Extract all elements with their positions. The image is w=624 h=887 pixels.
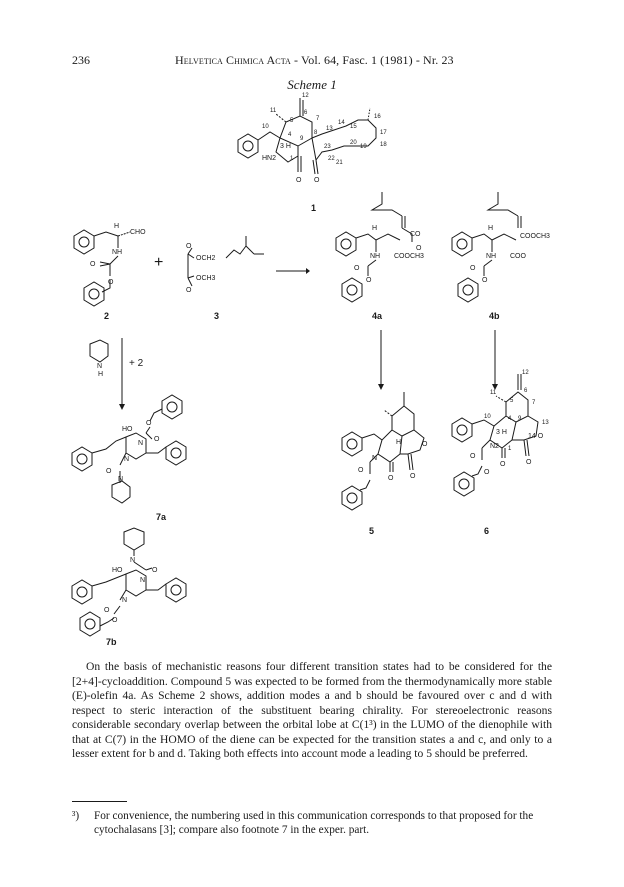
compound-4a-structure: [332, 190, 442, 315]
c5-o3: O: [410, 473, 416, 480]
c6-o3: O: [470, 453, 476, 460]
c1-n23: 23: [324, 144, 331, 150]
c7b-n1: N: [130, 557, 136, 564]
footnote: [72, 809, 552, 837]
compound-6-structure: [448, 368, 558, 523]
compound-7b-structure: [68, 528, 198, 645]
footnote-text: For convenience, the numbering used in this communication corresponds to that proposed for the cytochalasans [3]; compare also footnote 7 in the exper. part.: [94, 810, 534, 836]
scheme-title: Scheme 1: [287, 77, 337, 92]
c1-n7: 7: [316, 116, 320, 122]
c1-n9: 9: [300, 136, 304, 142]
c1-n11: 11: [270, 108, 277, 114]
c1-o2: O: [314, 177, 320, 184]
c5-h: H: [396, 439, 402, 446]
body-paragraph-text: On the basis of mechanistic reasons four different transition states had to be considered for the [2+4]-cycloaddition. Compound 5 was expected to be formed from the thermodynamically more stable (E)-olefin 4a. As Scheme 2 shows, addition modes a and b should be favoured over c and d with respect to steric interaction of the substituent bearing chirality. For stereoelectronic reasons considerable secondary overlap between the orbital lobe at C(1³) in the LUMO of the dienophile with that at C(7) in the HOMO of the diene can be expected for the transition states a and c, and only to a lesser extent for b and d. Taking both effects into account mode a leading to 5 should be preferred.: [72, 660, 552, 760]
c6-o4: O: [484, 469, 490, 476]
c6-n1: 1: [508, 446, 512, 452]
c2-cho: CHO: [130, 229, 146, 236]
c6-n11: 11: [490, 390, 497, 396]
c7b-o1: O: [152, 567, 158, 574]
c1-n13: 13: [326, 126, 333, 132]
compound-label-2: 2: [104, 311, 110, 321]
c3-och3: OCH3: [196, 275, 216, 282]
c5-n: N: [372, 455, 378, 462]
compound-5-structure: [338, 392, 438, 522]
c1-n21: 21: [336, 160, 343, 166]
c4a-cooch3: COOCH3: [394, 253, 424, 260]
c4a-o: O: [416, 245, 422, 252]
c1-n4: 4: [288, 132, 292, 138]
c7b-n3: N: [122, 597, 128, 604]
c3-och2: OCH2: [196, 255, 216, 262]
footnote-rule: [72, 801, 127, 802]
c6-n7: 7: [532, 400, 536, 406]
c1-n20: 20: [350, 140, 357, 146]
reagent-plus-2: + 2: [129, 358, 144, 369]
c4a-o2: O: [366, 277, 372, 284]
c4b-coo: COO: [510, 253, 526, 260]
reaction-arrow-1: [276, 262, 310, 280]
c7a-o1: O: [146, 420, 152, 427]
c1-n14: 14: [338, 120, 345, 126]
c4b-cooch3: COOCH3: [520, 233, 550, 240]
c2-o2: O: [108, 279, 114, 286]
running-header: [175, 53, 454, 68]
c6-n9: 9: [518, 416, 522, 422]
compound-label-3: 3: [214, 311, 220, 321]
c7b-o3: O: [112, 617, 118, 624]
c3-o1: O: [186, 243, 192, 250]
c6-n4: 4: [508, 416, 512, 422]
c1-hn2: HN2: [262, 155, 277, 162]
c7a-n2: N: [124, 456, 130, 463]
c7a-n3: N: [118, 476, 124, 483]
c4b-o2: O: [482, 277, 488, 284]
c4a-co: CO: [410, 231, 421, 238]
compound-7a-structure: [68, 395, 198, 520]
c5-o2: O: [388, 475, 394, 482]
c4a-o1: O: [354, 265, 360, 272]
compound-label-4a: 4a: [372, 311, 383, 321]
c6-n5: 5: [510, 398, 514, 404]
journal-issue: - Vol. 64, Fasc. 1 (1981) - Nr. 23: [290, 53, 454, 67]
plus-sign: +: [154, 254, 164, 271]
c1-n10: 10: [262, 124, 269, 130]
c1-n17: 17: [380, 130, 387, 136]
c7b-n2: N: [140, 577, 146, 584]
body-paragraph: [72, 660, 552, 762]
c4a-h: H: [372, 225, 378, 232]
c6-n12: 12: [522, 370, 529, 376]
c6-o2: O: [526, 459, 532, 466]
compound-3-structure: [180, 232, 270, 297]
c6-n13: 13: [542, 420, 549, 426]
c4b-h: H: [488, 225, 494, 232]
c1-3h: 3 H: [280, 143, 291, 150]
c2-o1: O: [90, 261, 96, 268]
c3-o2: O: [186, 287, 192, 294]
c4b-nh: NH: [486, 253, 497, 260]
pip-h: H: [98, 371, 104, 378]
c1-n12: 12: [302, 93, 309, 99]
c4b-o1: O: [470, 265, 476, 272]
compound-label-6: 6: [484, 526, 490, 536]
c2-nh: NH: [112, 249, 123, 256]
c5-o4: O: [358, 467, 364, 474]
compound-label-1: 1: [311, 203, 317, 213]
compound-label-4b: 4b: [489, 311, 500, 321]
reaction-arrow-3: [376, 330, 386, 395]
footnote-mark: ³): [72, 810, 80, 822]
c2-h: H: [114, 223, 120, 230]
c7a-n1: N: [138, 440, 144, 447]
c5-o1: O: [422, 441, 428, 448]
compound-label-7b: 7b: [106, 637, 117, 647]
c1-n16: 16: [374, 114, 381, 120]
page-number: 236: [72, 53, 90, 67]
c1-n15: 15: [350, 124, 357, 130]
c6-o1: O: [500, 461, 506, 468]
c7b-o2: O: [104, 607, 110, 614]
compound-1-structure: [228, 90, 428, 205]
c1-n6: 6: [304, 110, 308, 116]
journal-name: Helvetica Chimica Acta: [175, 53, 291, 67]
c1-n18: 18: [380, 142, 387, 148]
compound-label-5: 5: [369, 526, 375, 536]
c7b-ho: HO: [112, 567, 123, 574]
c1-n19: 19: [360, 144, 367, 150]
c4a-nh: NH: [370, 253, 381, 260]
c1-n22: 22: [328, 156, 335, 162]
compound-4b-structure: [448, 190, 558, 315]
c1-n5: 5: [290, 118, 294, 124]
c6-n2: N2: [490, 443, 499, 450]
c1-n1: 1: [290, 156, 294, 162]
c6-n6: 6: [524, 388, 528, 394]
c7a-ho: HO: [122, 426, 133, 433]
c7a-o2: O: [154, 436, 160, 443]
c6-n10: 10: [484, 414, 491, 420]
c1-n8: 8: [314, 130, 318, 136]
piperidine-reagent: [84, 338, 114, 383]
c1-o1: O: [296, 177, 302, 184]
c6-3h: 3 H: [496, 429, 507, 436]
c7a-o3: O: [106, 468, 112, 475]
compound-label-7a: 7a: [156, 512, 167, 522]
pip-n: N: [97, 363, 103, 370]
c6-14o: 14 O: [528, 433, 544, 440]
